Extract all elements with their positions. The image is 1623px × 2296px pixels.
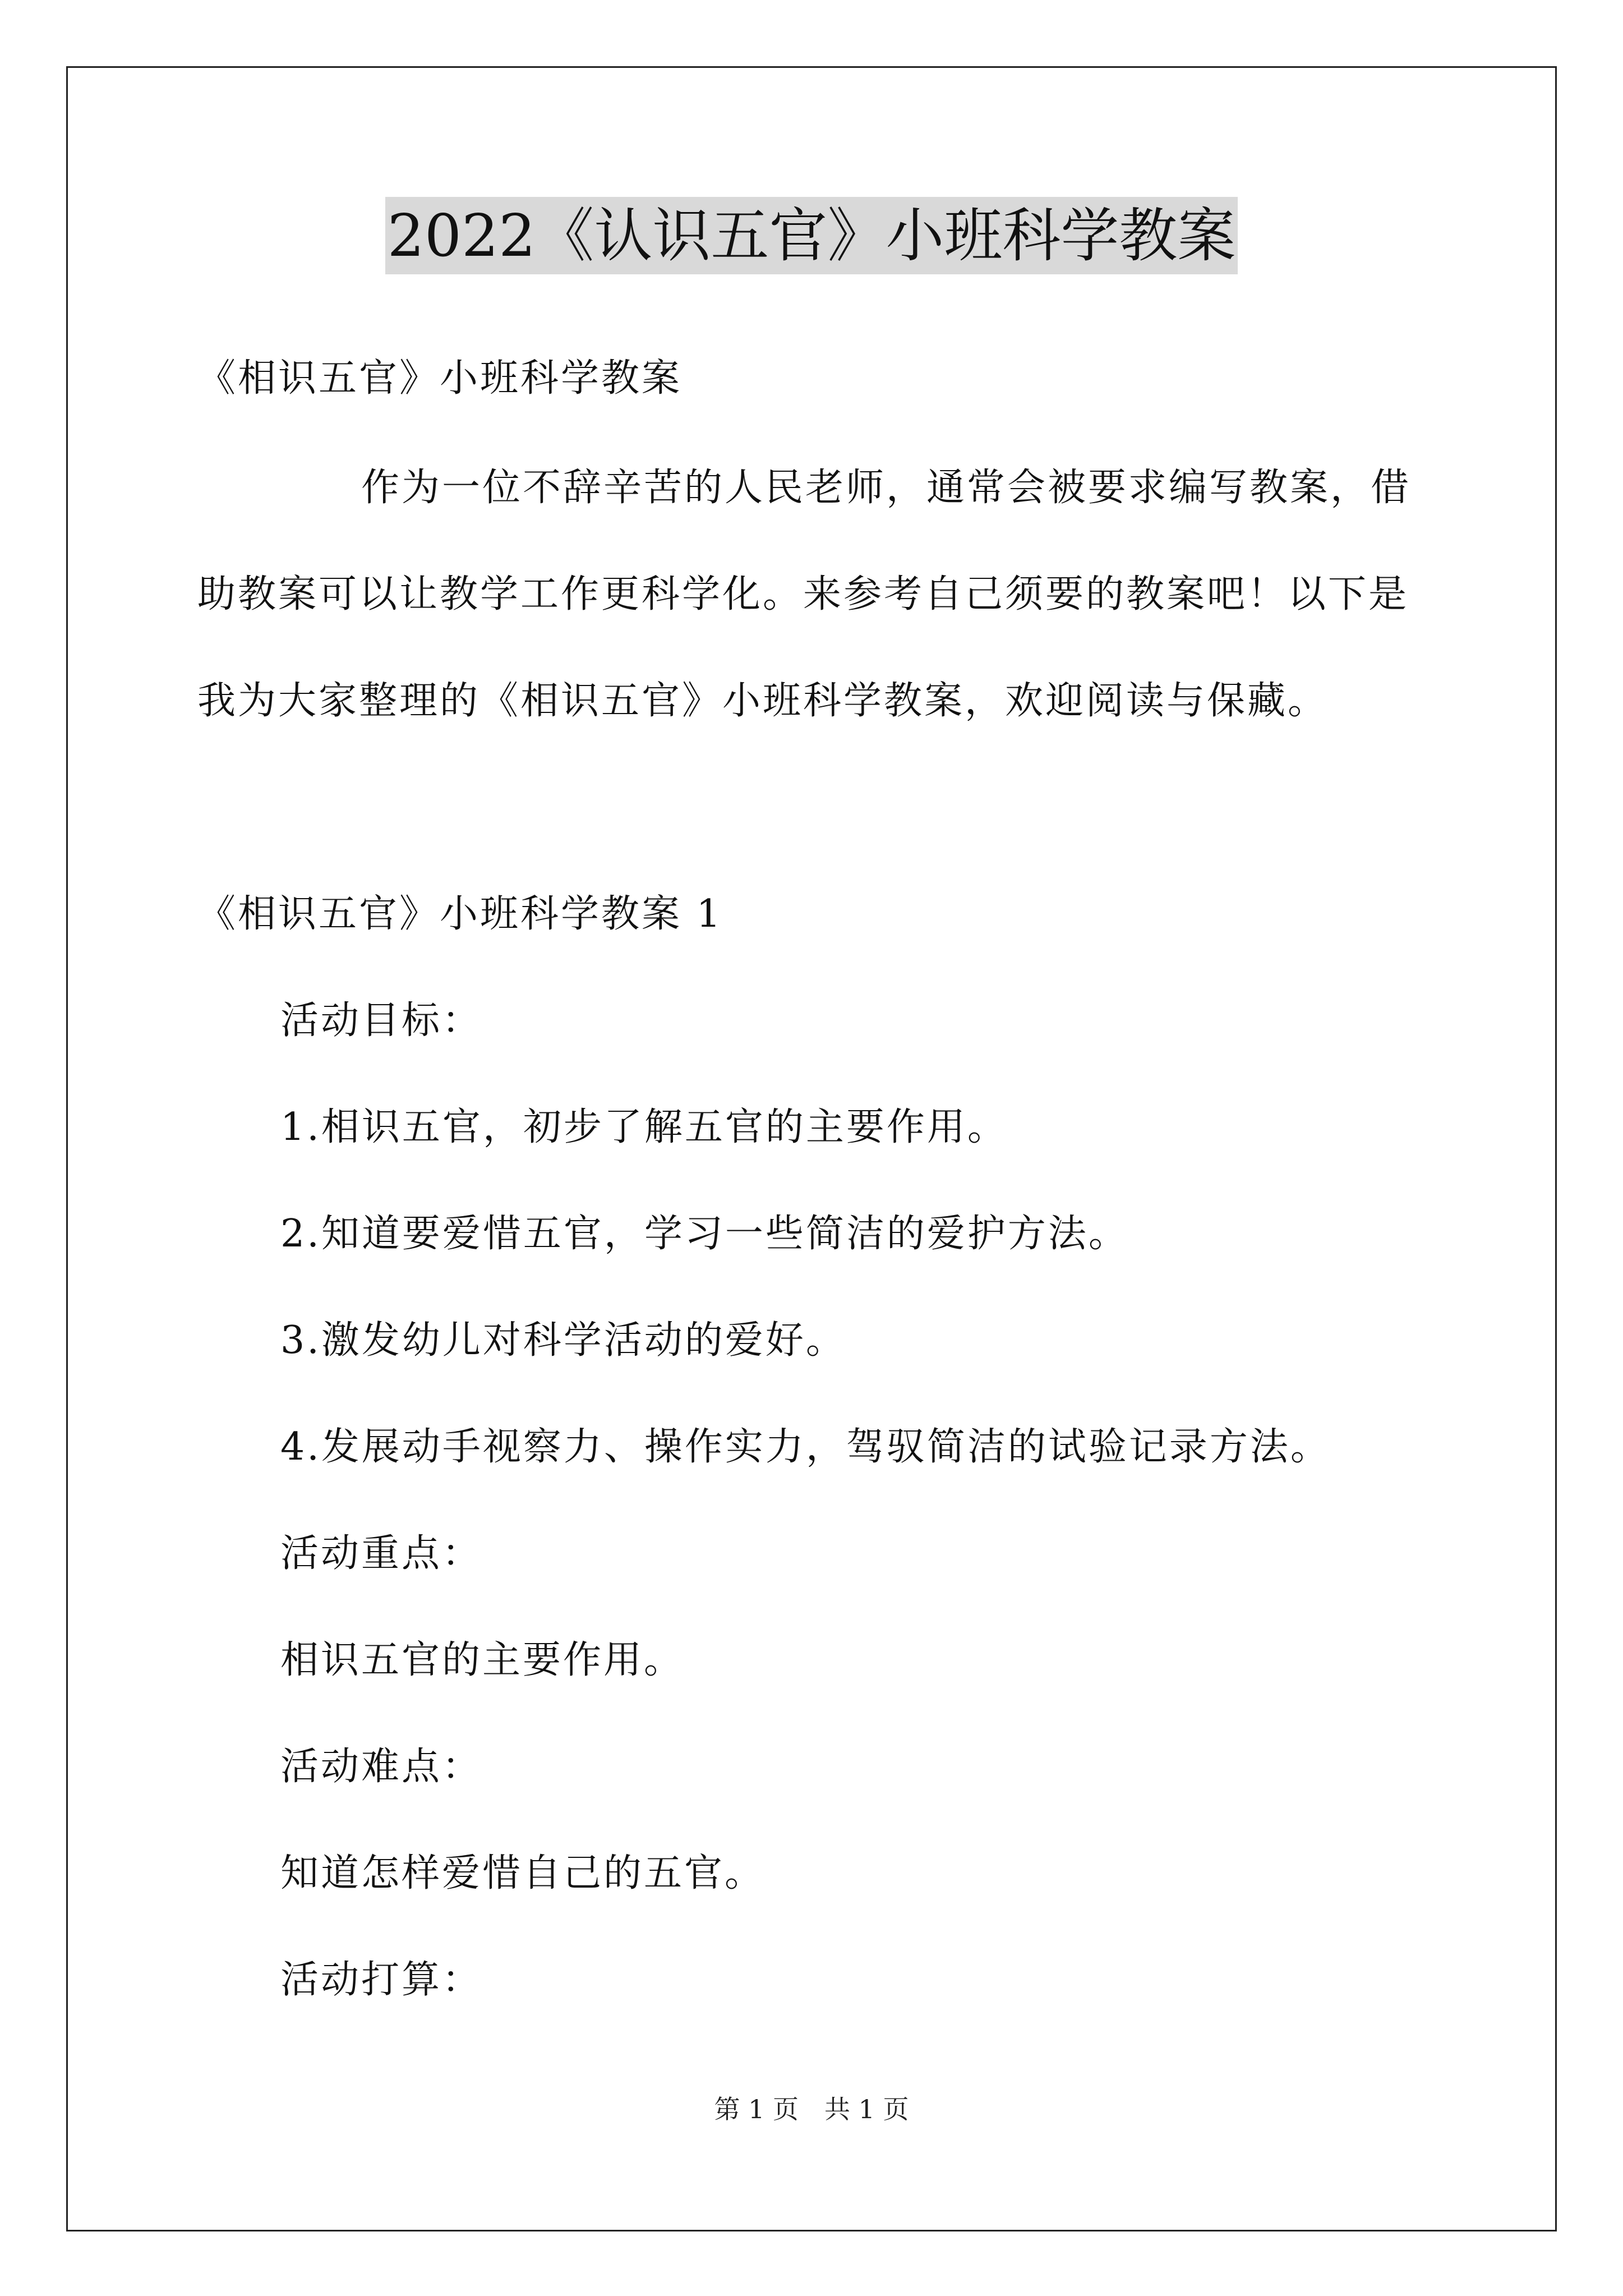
body-line-goal-4: 4.发展动手视察力、操作实力，驾驭简洁的试验记录方法。 bbox=[280, 1425, 1331, 1469]
body-line-difficulty-heading: 活动难点： bbox=[280, 1745, 483, 1789]
intro-line-3: 我为大家整理的《相识五官》小班科学教案，欢迎阅读与保藏。 bbox=[197, 679, 1329, 723]
intro-line-2: 助教案可以让教学工作更科学化。来参考自己须要的教案吧！以下是 bbox=[197, 572, 1409, 616]
document-title-text: 2022《认识五官》小班科学教案 bbox=[385, 197, 1238, 274]
body-line-difficulty: 知道怎样爱惜自己的五官。 bbox=[280, 1851, 766, 1895]
body-line-key-point: 相识五官的主要作用。 bbox=[280, 1638, 685, 1682]
body-line-goal-3: 3.激发幼儿对科学活动的爱好。 bbox=[280, 1318, 846, 1363]
intro-line-1: 作为一位不辞辛苦的人民老师，通常会被要求编写教案，借 bbox=[361, 466, 1412, 510]
body-line-goal-2: 2.知道要爱惜五官，学习一些简洁的爱护方法。 bbox=[280, 1212, 1129, 1256]
body-line-key-point-heading: 活动重点： bbox=[280, 1531, 483, 1576]
document-subtitle: 《相识五官》小班科学教案 bbox=[197, 356, 683, 401]
section-heading: 《相识五官》小班科学教案 1 bbox=[197, 892, 723, 936]
page-footer: 第 1 页 共 1 页 bbox=[714, 2094, 909, 2124]
body-line-preparation-heading: 活动打算： bbox=[280, 1958, 483, 2002]
document-title bbox=[0, 196, 1623, 275]
body-line-goal-1: 1.相识五官，初步了解五官的主要作用。 bbox=[280, 1105, 1008, 1149]
body-line-activity-goals: 活动目标： bbox=[280, 999, 483, 1043]
